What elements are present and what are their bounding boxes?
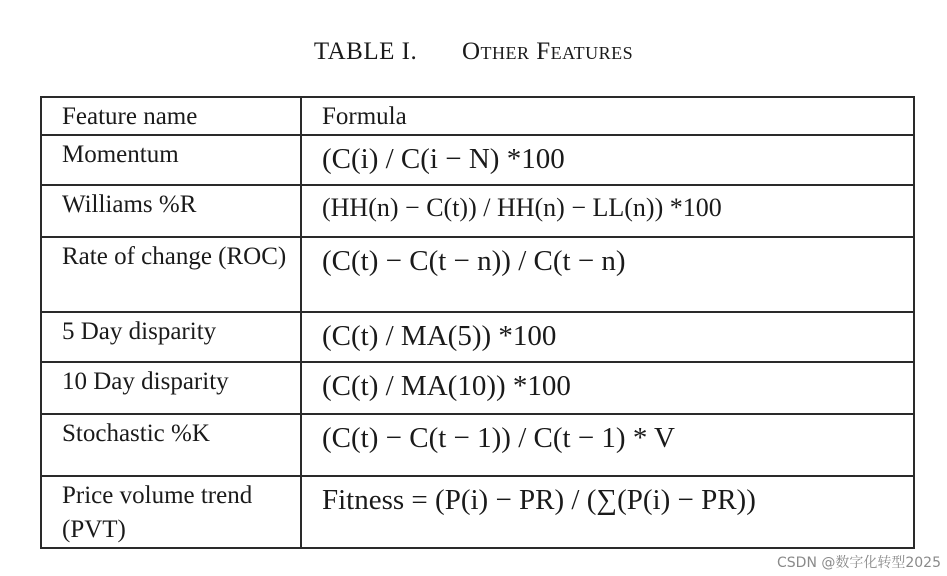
feature-name-cell: Momentum	[41, 135, 301, 185]
table-header-row	[41, 97, 914, 135]
table-row	[41, 476, 914, 548]
feature-name-cell: 10 Day disparity	[41, 362, 301, 414]
formula-cell: (C(t) / MA(5)) *100	[301, 312, 914, 362]
formula-cell: (HH(n) − C(t)) / HH(n) − LL(n)) *100	[301, 185, 914, 237]
table-caption	[0, 38, 947, 66]
watermark: CSDN @数字化转型2025	[777, 555, 941, 571]
formula-cell: (C(t) / MA(10)) *100	[301, 362, 914, 414]
formula-cell: (C(t) − C(t − 1)) / C(t − 1) * V	[301, 414, 914, 476]
formula-cell: (C(i) / C(i − N) *100	[301, 135, 914, 185]
feature-name-cell: Price volume trend (PVT)	[41, 476, 301, 548]
table-row	[41, 135, 914, 185]
header-formula: Formula	[301, 97, 914, 135]
table-row	[41, 362, 914, 414]
table-number: TABLE I.	[313, 38, 418, 65]
header-feature-name: Feature name	[41, 97, 301, 135]
table-row	[41, 185, 914, 237]
formula-cell: (C(t) − C(t − n)) / C(t − n)	[301, 237, 914, 312]
feature-name-cell: Williams %R	[41, 185, 301, 237]
table-row	[41, 414, 914, 476]
formula-cell: Fitness = (P(i) − PR) / (∑(P(i) − PR))	[301, 476, 914, 548]
feature-name-cell: Stochastic %K	[41, 414, 301, 476]
feature-name-cell: Rate of change (ROC)	[41, 237, 301, 312]
table-title: Other Features	[461, 38, 634, 65]
features-table	[40, 96, 915, 549]
feature-name-cell: 5 Day disparity	[41, 312, 301, 362]
table-row	[41, 312, 914, 362]
table-row	[41, 237, 914, 312]
